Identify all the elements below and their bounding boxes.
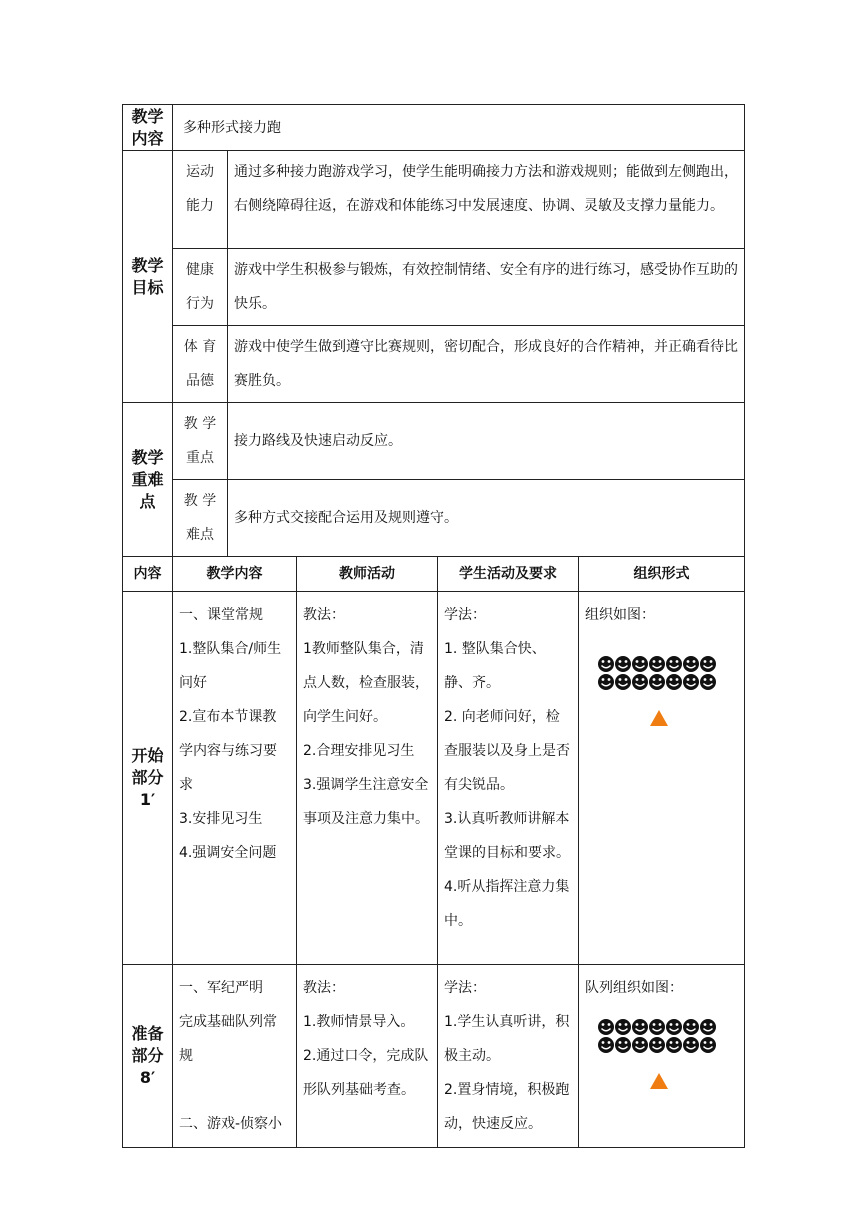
organization-form	[579, 965, 745, 1148]
teacher-triangle-icon	[650, 1073, 668, 1089]
objective-text: 游戏中使学生做到遵守比赛规则，密切配合，形成良好的合作精神，并正确看待比赛胜负。	[228, 326, 745, 403]
teacher-activity	[297, 965, 438, 1148]
smiley-face-icon	[700, 656, 716, 672]
smiley-face-icon	[666, 674, 682, 690]
student-line: 1.学生认真听讲，积极主动。	[444, 1014, 570, 1064]
student-line: 1. 整队集合快、静、齐。	[444, 641, 546, 691]
key-point-text: 接力路线及快速启动反应。	[228, 403, 745, 480]
smiley-face-icon	[598, 1019, 614, 1035]
smiley-face-icon	[666, 1037, 682, 1053]
column-header: 学生活动及要求	[438, 557, 579, 592]
student-line: 4.听从指挥注意力集中。	[444, 879, 570, 929]
key-point-text: 多种方式交接配合运用及规则遵守。	[228, 480, 745, 557]
teacher-line: 2.通过口令，完成队形队列基础考查。	[303, 1048, 429, 1098]
column-header: 组织形式	[579, 557, 745, 592]
formation-diagram	[597, 656, 721, 738]
smiley-face-icon-row	[598, 674, 716, 690]
content-line	[179, 1073, 290, 1107]
section-label-line: 部分	[131, 1046, 164, 1065]
content-line: 一、课堂常规	[179, 607, 263, 623]
smiley-face-icon	[649, 1019, 665, 1035]
section-content	[173, 592, 297, 965]
smiley-face-icon	[700, 1019, 716, 1035]
content-line: 3.安排见习生	[179, 811, 263, 827]
column-header: 教学内容	[173, 557, 297, 592]
smiley-face-icon	[700, 1037, 716, 1053]
content-label: 教学内容	[123, 105, 173, 151]
teacher-line: 3.强调学生注意安全事项及注意力集中。	[303, 777, 429, 827]
content-line: 二、游戏-侦察小	[179, 1116, 283, 1132]
smiley-face-icon-row	[598, 656, 716, 672]
smiley-face-icon	[666, 1019, 682, 1035]
section-label-line: 8′	[139, 1068, 156, 1087]
org-label: 队列组织如图：	[585, 980, 683, 996]
section-label	[123, 592, 173, 965]
smiley-face-icon	[649, 656, 665, 672]
objective-text: 游戏中学生积极参与锻炼，有效控制情绪、安全有序的进行练习，感受协作互助的快乐。	[228, 249, 745, 326]
student-line: 学法：	[444, 980, 486, 996]
section-label-line: 部分	[131, 768, 164, 787]
objective-name: 体 育 品德	[173, 326, 228, 403]
org-label: 组织如图：	[585, 607, 655, 623]
organization-form	[579, 592, 745, 965]
smiley-face-icon	[700, 674, 716, 690]
content-line: 完成基础队列常规	[179, 1014, 277, 1064]
section-label-line: 准备	[131, 1024, 164, 1043]
section-content	[173, 965, 297, 1148]
teacher-line: 教法：	[303, 607, 345, 623]
teacher-triangle-icon	[650, 710, 668, 726]
student-line: 学法：	[444, 607, 486, 623]
smiley-face-icon	[632, 1037, 648, 1053]
teacher-line: 2.合理安排见习生	[303, 743, 415, 759]
smiley-face-icon-row	[598, 1037, 716, 1053]
key-point-name: 教 学 难点	[173, 480, 228, 557]
column-header: 内容	[123, 557, 173, 592]
smiley-face-icon	[683, 1019, 699, 1035]
teacher-line: 教法：	[303, 980, 345, 996]
section-label-line: 1′	[139, 790, 156, 809]
lesson-plan-table	[122, 104, 745, 1148]
content-line: 1.整队集合/师生问好	[179, 641, 282, 691]
student-activity	[438, 965, 579, 1148]
smiley-face-icon	[632, 656, 648, 672]
column-header: 教师活动	[297, 557, 438, 592]
smiley-face-icon	[666, 656, 682, 672]
section-label-line: 开始	[131, 746, 164, 765]
smiley-face-icon	[649, 1037, 665, 1053]
smiley-face-icon	[615, 1037, 631, 1053]
smiley-face-icon	[632, 674, 648, 690]
smiley-face-icon	[683, 674, 699, 690]
section-label	[123, 965, 173, 1148]
smiley-face-icon	[683, 656, 699, 672]
smiley-face-icon	[598, 674, 614, 690]
smiley-face-icon	[632, 1019, 648, 1035]
smiley-face-icon	[649, 674, 665, 690]
student-line: 2. 向老师问好，检查服装以及身上是否有尖锐品。	[444, 709, 570, 793]
key-points-label: 教学重难点	[123, 403, 173, 557]
objective-name: 健康行为	[173, 249, 228, 326]
content-line: 一、军纪严明	[179, 980, 263, 996]
smiley-face-icon	[683, 1037, 699, 1053]
smiley-face-icon	[615, 1019, 631, 1035]
objective-name: 运动能力	[173, 151, 228, 249]
objective-text: 通过多种接力跑游戏学习，使学生能明确接力方法和游戏规则；能做到左侧跑出，右侧绕障碍往返，在游戏和体能练习中发展速度、协调、灵敏及支撑力量能力。	[228, 151, 745, 249]
formation-diagram	[597, 1019, 721, 1101]
content-value: 多种形式接力跑	[173, 105, 745, 151]
student-line: 2.置身情境，积极跑动，快速反应。	[444, 1082, 570, 1132]
objectives-label: 教学目标	[123, 151, 173, 403]
teacher-line: 1教师整队集合，清点人数，检查服装，向学生问好。	[303, 641, 429, 725]
smiley-face-icon-row	[598, 1019, 716, 1035]
key-point-name: 教 学 重点	[173, 403, 228, 480]
smiley-face-icon	[598, 1037, 614, 1053]
teacher-activity	[297, 592, 438, 965]
smiley-face-icon	[598, 656, 614, 672]
student-line: 3.认真听教师讲解本堂课的目标和要求。	[444, 811, 570, 861]
smiley-face-icon	[615, 656, 631, 672]
content-line: 2.宣布本节课教学内容与练习要求	[179, 709, 277, 793]
teacher-line: 1.教师情景导入。	[303, 1014, 415, 1030]
student-activity	[438, 592, 579, 965]
content-line: 4.强调安全问题	[179, 845, 277, 861]
smiley-face-icon	[615, 674, 631, 690]
